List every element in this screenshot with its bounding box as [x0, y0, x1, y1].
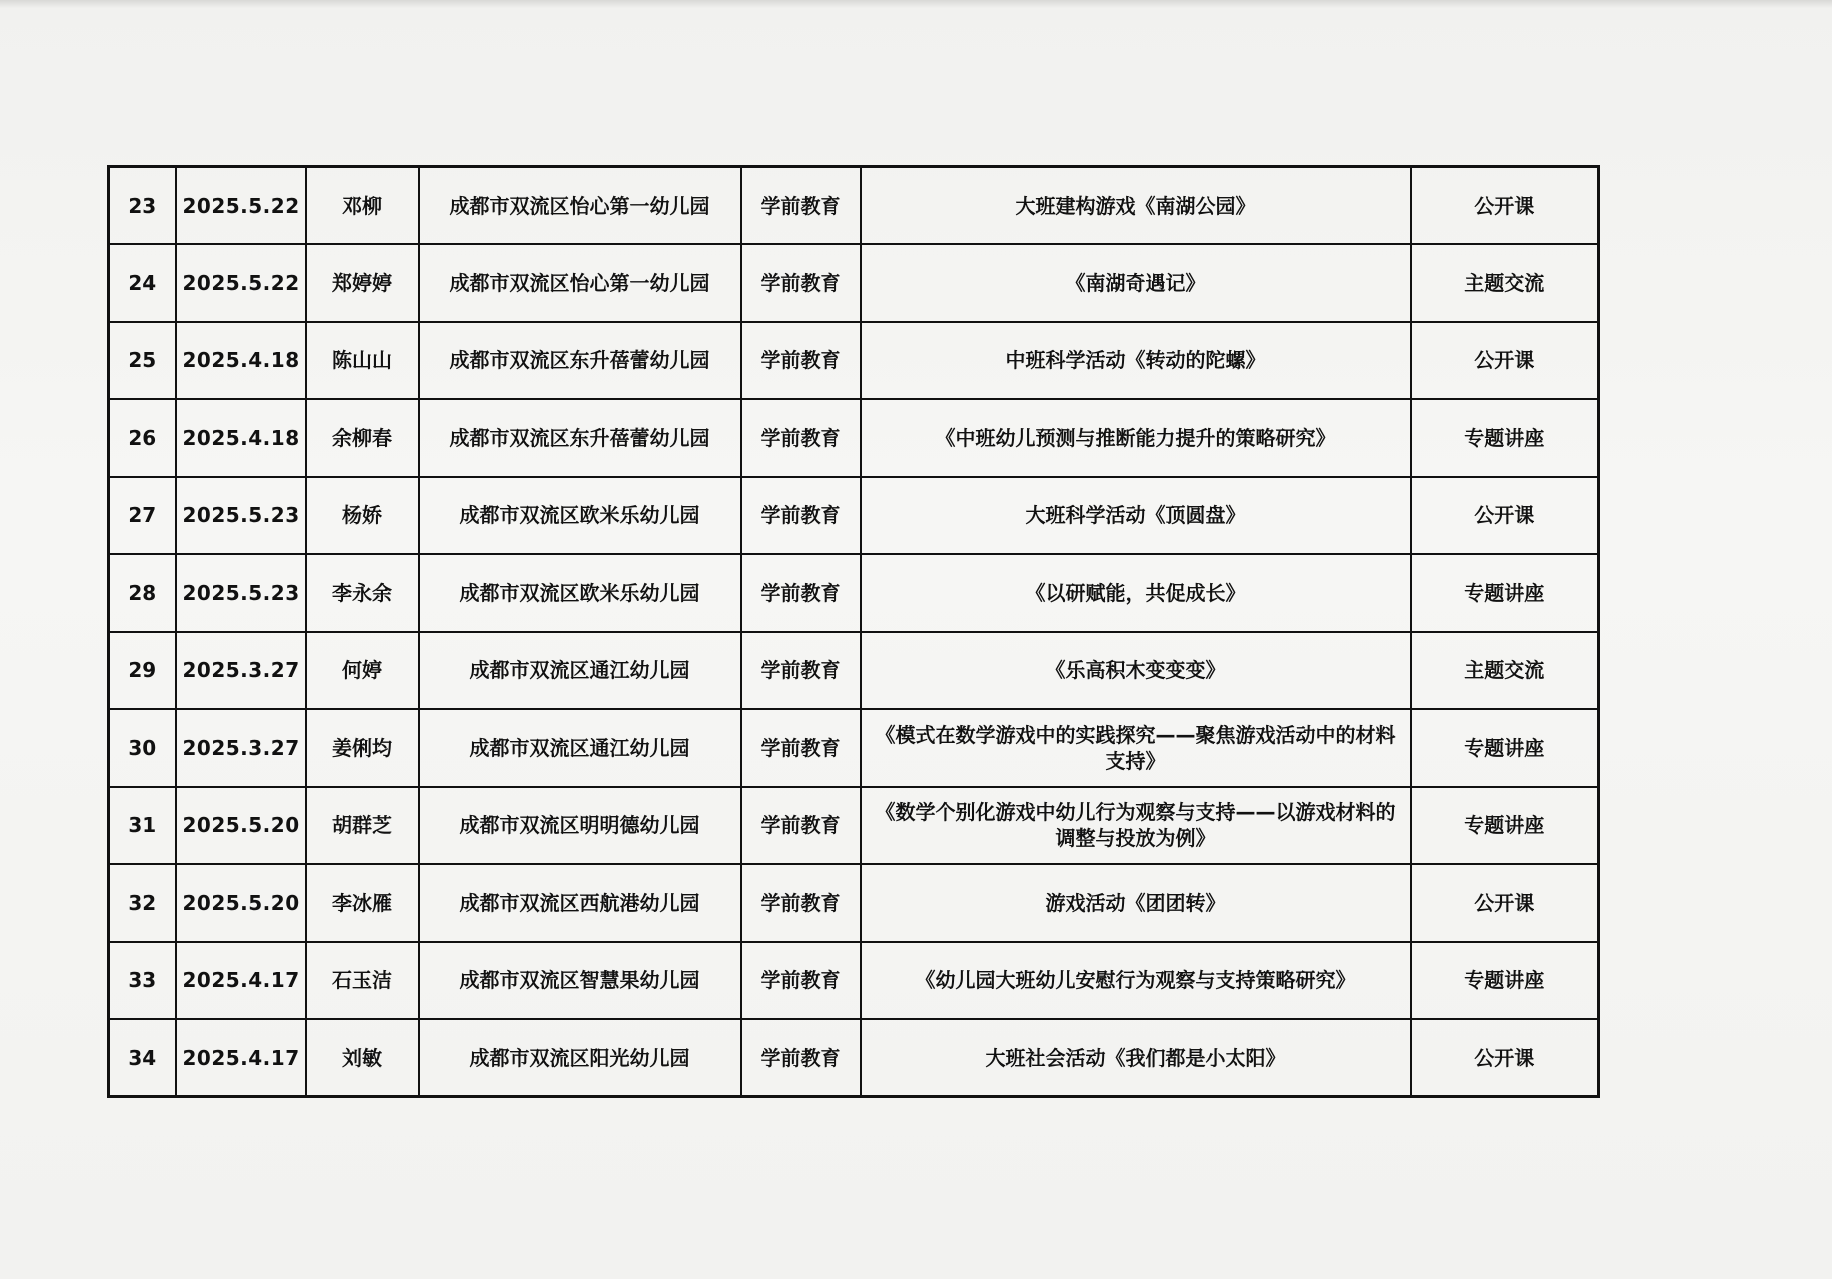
- row-number-cell: 34: [109, 1019, 176, 1097]
- activity-type-cell: 专题讲座: [1411, 709, 1599, 787]
- date-cell: 2025.4.17: [176, 942, 306, 1020]
- table-body: [109, 167, 1599, 1097]
- topic-cell: 《幼儿园大班幼儿安慰行为观察与支持策略研究》: [861, 942, 1411, 1020]
- topic-cell: 大班科学活动《顶圆盘》: [861, 477, 1411, 555]
- subject-cell: 学前教育: [741, 1019, 861, 1097]
- row-number-cell: 24: [109, 244, 176, 322]
- table-row: [109, 322, 1599, 400]
- teacher-name-cell: 石玉洁: [306, 942, 419, 1020]
- subject-cell: 学前教育: [741, 322, 861, 400]
- date-cell: 2025.5.20: [176, 864, 306, 942]
- school-cell: 成都市双流区通江幼儿园: [419, 709, 741, 787]
- row-number-cell: 32: [109, 864, 176, 942]
- date-cell: 2025.3.27: [176, 632, 306, 710]
- subject-cell: 学前教育: [741, 942, 861, 1020]
- table-row: [109, 477, 1599, 555]
- school-cell: 成都市双流区欧米乐幼儿园: [419, 554, 741, 632]
- teacher-name-cell: 李冰雁: [306, 864, 419, 942]
- date-cell: 2025.5.22: [176, 167, 306, 245]
- activity-type-cell: 专题讲座: [1411, 399, 1599, 477]
- subject-cell: 学前教育: [741, 632, 861, 710]
- table-row: [109, 554, 1599, 632]
- teacher-name-cell: 姜俐均: [306, 709, 419, 787]
- date-cell: 2025.5.23: [176, 477, 306, 555]
- topic-cell: 游戏活动《团团转》: [861, 864, 1411, 942]
- table-row: [109, 1019, 1599, 1097]
- row-number-cell: 26: [109, 399, 176, 477]
- teacher-name-cell: 杨娇: [306, 477, 419, 555]
- table-row: [109, 942, 1599, 1020]
- school-cell: 成都市双流区东升蓓蕾幼儿园: [419, 322, 741, 400]
- table-row: [109, 864, 1599, 942]
- subject-cell: 学前教育: [741, 864, 861, 942]
- date-cell: 2025.4.18: [176, 399, 306, 477]
- school-cell: 成都市双流区通江幼儿园: [419, 632, 741, 710]
- school-cell: 成都市双流区怡心第一幼儿园: [419, 244, 741, 322]
- activity-type-cell: 主题交流: [1411, 244, 1599, 322]
- row-number-cell: 23: [109, 167, 176, 245]
- topic-cell: 《模式在数学游戏中的实践探究——聚焦游戏活动中的材料支持》: [861, 709, 1411, 787]
- teacher-name-cell: 李永余: [306, 554, 419, 632]
- scan-edge: [0, 0, 1832, 8]
- topic-cell: 《乐高积木变变变》: [861, 632, 1411, 710]
- row-number-cell: 28: [109, 554, 176, 632]
- activity-type-cell: 公开课: [1411, 322, 1599, 400]
- topic-cell: 中班科学活动《转动的陀螺》: [861, 322, 1411, 400]
- school-cell: 成都市双流区怡心第一幼儿园: [419, 167, 741, 245]
- activity-type-cell: 专题讲座: [1411, 554, 1599, 632]
- topic-cell: 大班社会活动《我们都是小太阳》: [861, 1019, 1411, 1097]
- table-row: [109, 632, 1599, 710]
- subject-cell: 学前教育: [741, 554, 861, 632]
- activity-type-cell: 公开课: [1411, 864, 1599, 942]
- teacher-name-cell: 胡群芝: [306, 787, 419, 865]
- subject-cell: 学前教育: [741, 787, 861, 865]
- table-row: [109, 167, 1599, 245]
- date-cell: 2025.5.20: [176, 787, 306, 865]
- topic-cell: 《南湖奇遇记》: [861, 244, 1411, 322]
- activity-type-cell: 公开课: [1411, 1019, 1599, 1097]
- school-cell: 成都市双流区东升蓓蕾幼儿园: [419, 399, 741, 477]
- teacher-name-cell: 余柳春: [306, 399, 419, 477]
- activity-type-cell: 主题交流: [1411, 632, 1599, 710]
- date-cell: 2025.5.22: [176, 244, 306, 322]
- date-cell: 2025.3.27: [176, 709, 306, 787]
- date-cell: 2025.4.18: [176, 322, 306, 400]
- row-number-cell: 25: [109, 322, 176, 400]
- table-row: [109, 399, 1599, 477]
- activity-type-cell: 专题讲座: [1411, 787, 1599, 865]
- subject-cell: 学前教育: [741, 167, 861, 245]
- topic-cell: 《以研赋能，共促成长》: [861, 554, 1411, 632]
- teacher-name-cell: 郑婷婷: [306, 244, 419, 322]
- table-row: [109, 709, 1599, 787]
- activity-schedule-table: [107, 165, 1600, 1098]
- school-cell: 成都市双流区西航港幼儿园: [419, 864, 741, 942]
- subject-cell: 学前教育: [741, 477, 861, 555]
- topic-cell: 《数学个别化游戏中幼儿行为观察与支持——以游戏材料的调整与投放为例》: [861, 787, 1411, 865]
- row-number-cell: 30: [109, 709, 176, 787]
- date-cell: 2025.4.17: [176, 1019, 306, 1097]
- teacher-name-cell: 刘敏: [306, 1019, 419, 1097]
- school-cell: 成都市双流区阳光幼儿园: [419, 1019, 741, 1097]
- table-row: [109, 244, 1599, 322]
- teacher-name-cell: 陈山山: [306, 322, 419, 400]
- row-number-cell: 29: [109, 632, 176, 710]
- teacher-name-cell: 邓柳: [306, 167, 419, 245]
- activity-type-cell: 公开课: [1411, 167, 1599, 245]
- activity-type-cell: 公开课: [1411, 477, 1599, 555]
- subject-cell: 学前教育: [741, 399, 861, 477]
- subject-cell: 学前教育: [741, 244, 861, 322]
- school-cell: 成都市双流区智慧果幼儿园: [419, 942, 741, 1020]
- date-cell: 2025.5.23: [176, 554, 306, 632]
- school-cell: 成都市双流区明明德幼儿园: [419, 787, 741, 865]
- school-cell: 成都市双流区欧米乐幼儿园: [419, 477, 741, 555]
- table-row: [109, 787, 1599, 865]
- subject-cell: 学前教育: [741, 709, 861, 787]
- activity-type-cell: 专题讲座: [1411, 942, 1599, 1020]
- row-number-cell: 33: [109, 942, 176, 1020]
- teacher-name-cell: 何婷: [306, 632, 419, 710]
- topic-cell: 《中班幼儿预测与推断能力提升的策略研究》: [861, 399, 1411, 477]
- topic-cell: 大班建构游戏《南湖公园》: [861, 167, 1411, 245]
- row-number-cell: 27: [109, 477, 176, 555]
- row-number-cell: 31: [109, 787, 176, 865]
